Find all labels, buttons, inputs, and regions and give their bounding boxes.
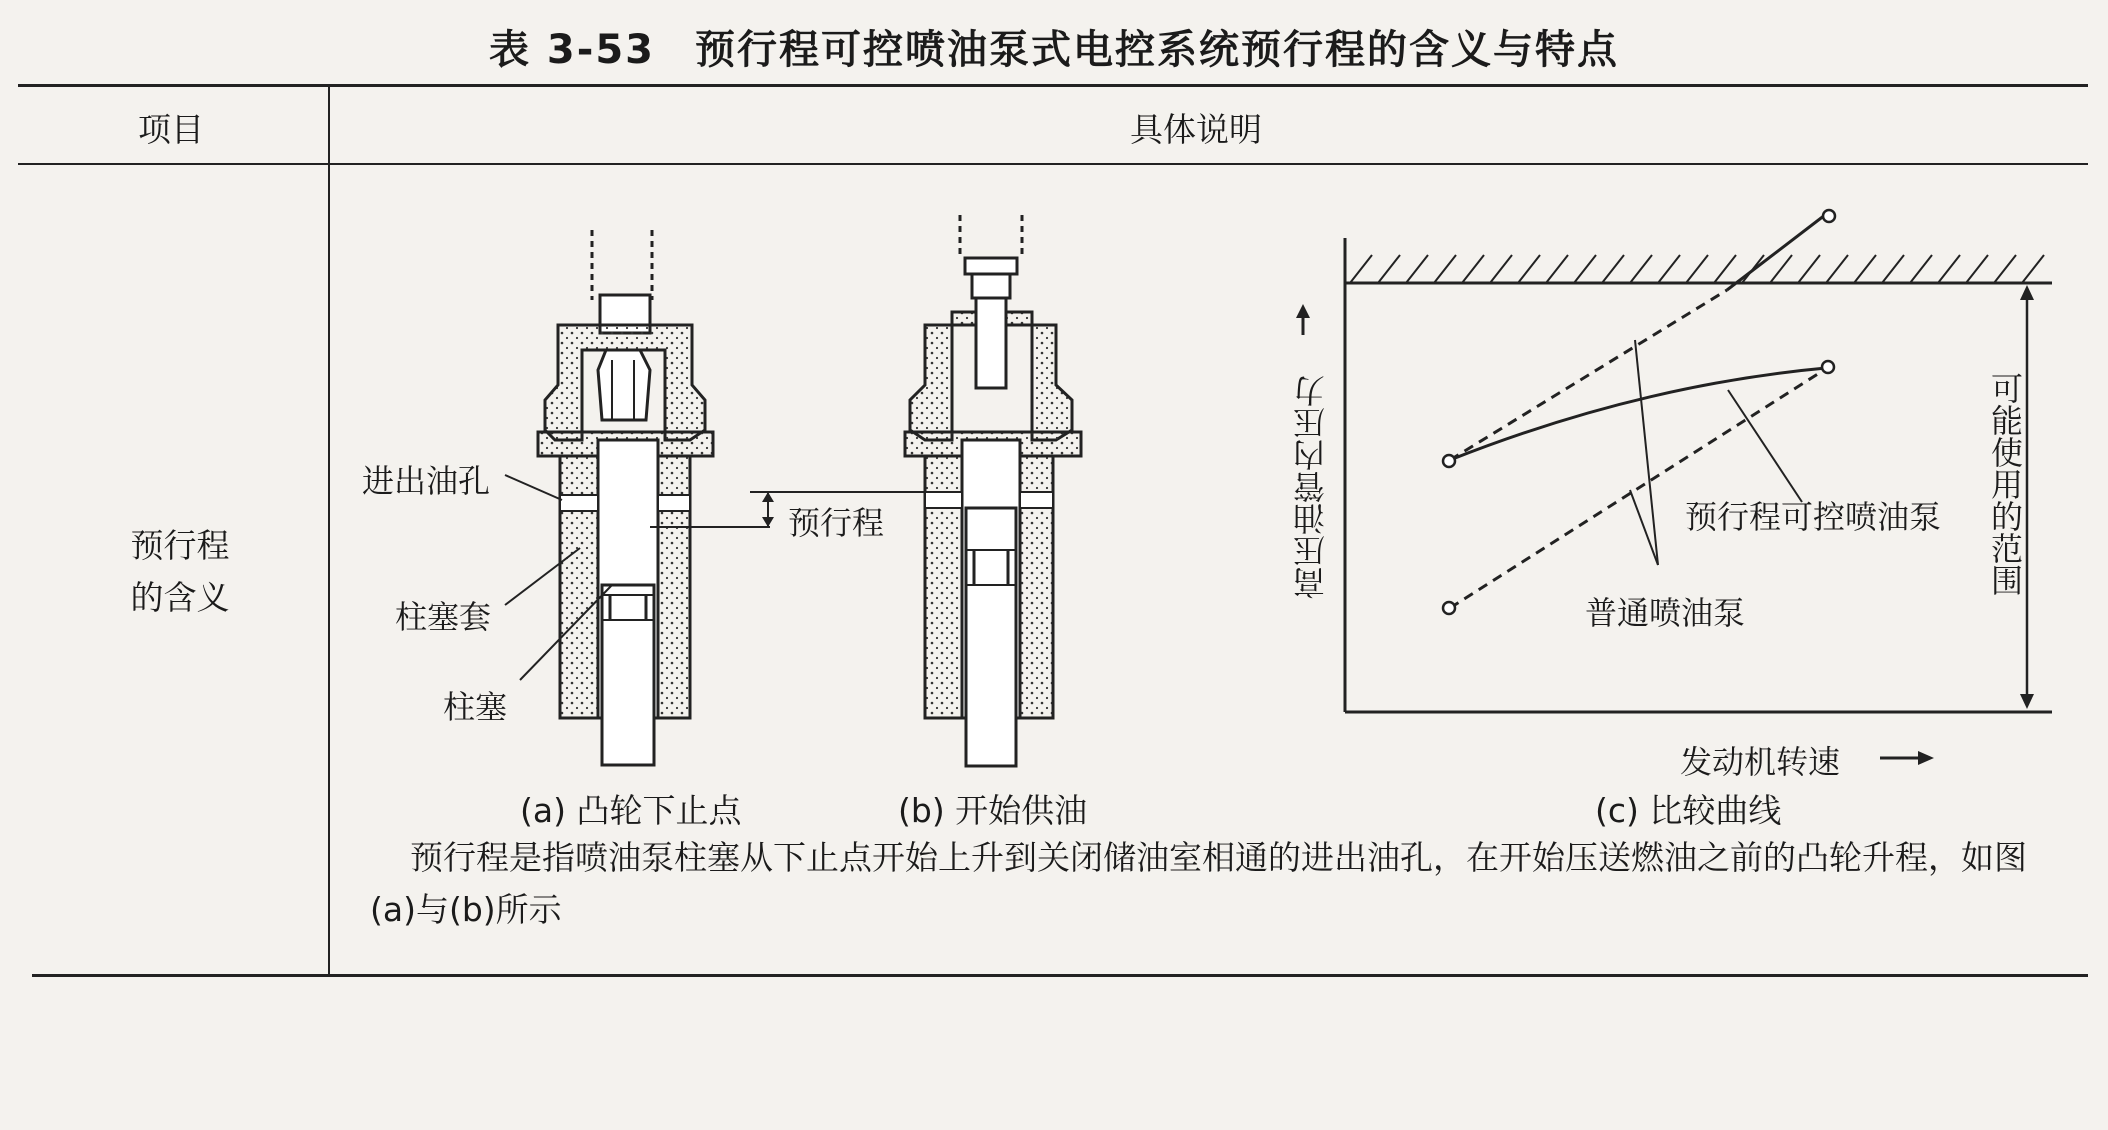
label-inlet-hole: 进出油孔 bbox=[362, 462, 491, 500]
caption-c: (c) 比较曲线 bbox=[1595, 791, 1782, 830]
header-detail: 具体说明 bbox=[1130, 110, 1262, 149]
label-prestroke: 预行程 bbox=[788, 504, 885, 542]
table-number: 表 3-53 bbox=[488, 27, 656, 73]
graph-range-label: 可能使用的范围 bbox=[1986, 372, 2024, 596]
graph-x-axis-label: 发动机转速 bbox=[1680, 743, 1841, 781]
graph-curve-controlled-label: 预行程可控喷油泵 bbox=[1685, 498, 1942, 536]
graph-y-axis-label: 高压油管内压力 bbox=[1292, 375, 1330, 599]
row-description: 预行程是指喷油泵柱塞从下止点开始上升到关闭储油室相通的进出油孔，在开始压送燃油之前的凸轮升程，如图(a)与(b)所示 bbox=[370, 838, 2027, 929]
pump-diagram-b bbox=[905, 215, 1081, 766]
table-title-text: 预行程可控喷油泵式电控系统预行程的含义与特点 bbox=[695, 27, 1620, 73]
row-label-line1: 预行程 bbox=[130, 526, 230, 565]
pump-diagram-a bbox=[505, 230, 713, 765]
caption-b: (b) 开始供油 bbox=[898, 791, 1088, 830]
caption-a: (a) 凸轮下止点 bbox=[520, 791, 742, 830]
label-plunger-barrel: 柱塞套 bbox=[395, 598, 492, 636]
comparison-graph bbox=[1296, 210, 2052, 765]
header-item: 项目 bbox=[138, 110, 204, 149]
graph-curve-normal-label: 普通喷油泵 bbox=[1585, 594, 1746, 632]
label-plunger: 柱塞 bbox=[443, 688, 508, 726]
row-label-line2: 的含义 bbox=[130, 578, 230, 617]
